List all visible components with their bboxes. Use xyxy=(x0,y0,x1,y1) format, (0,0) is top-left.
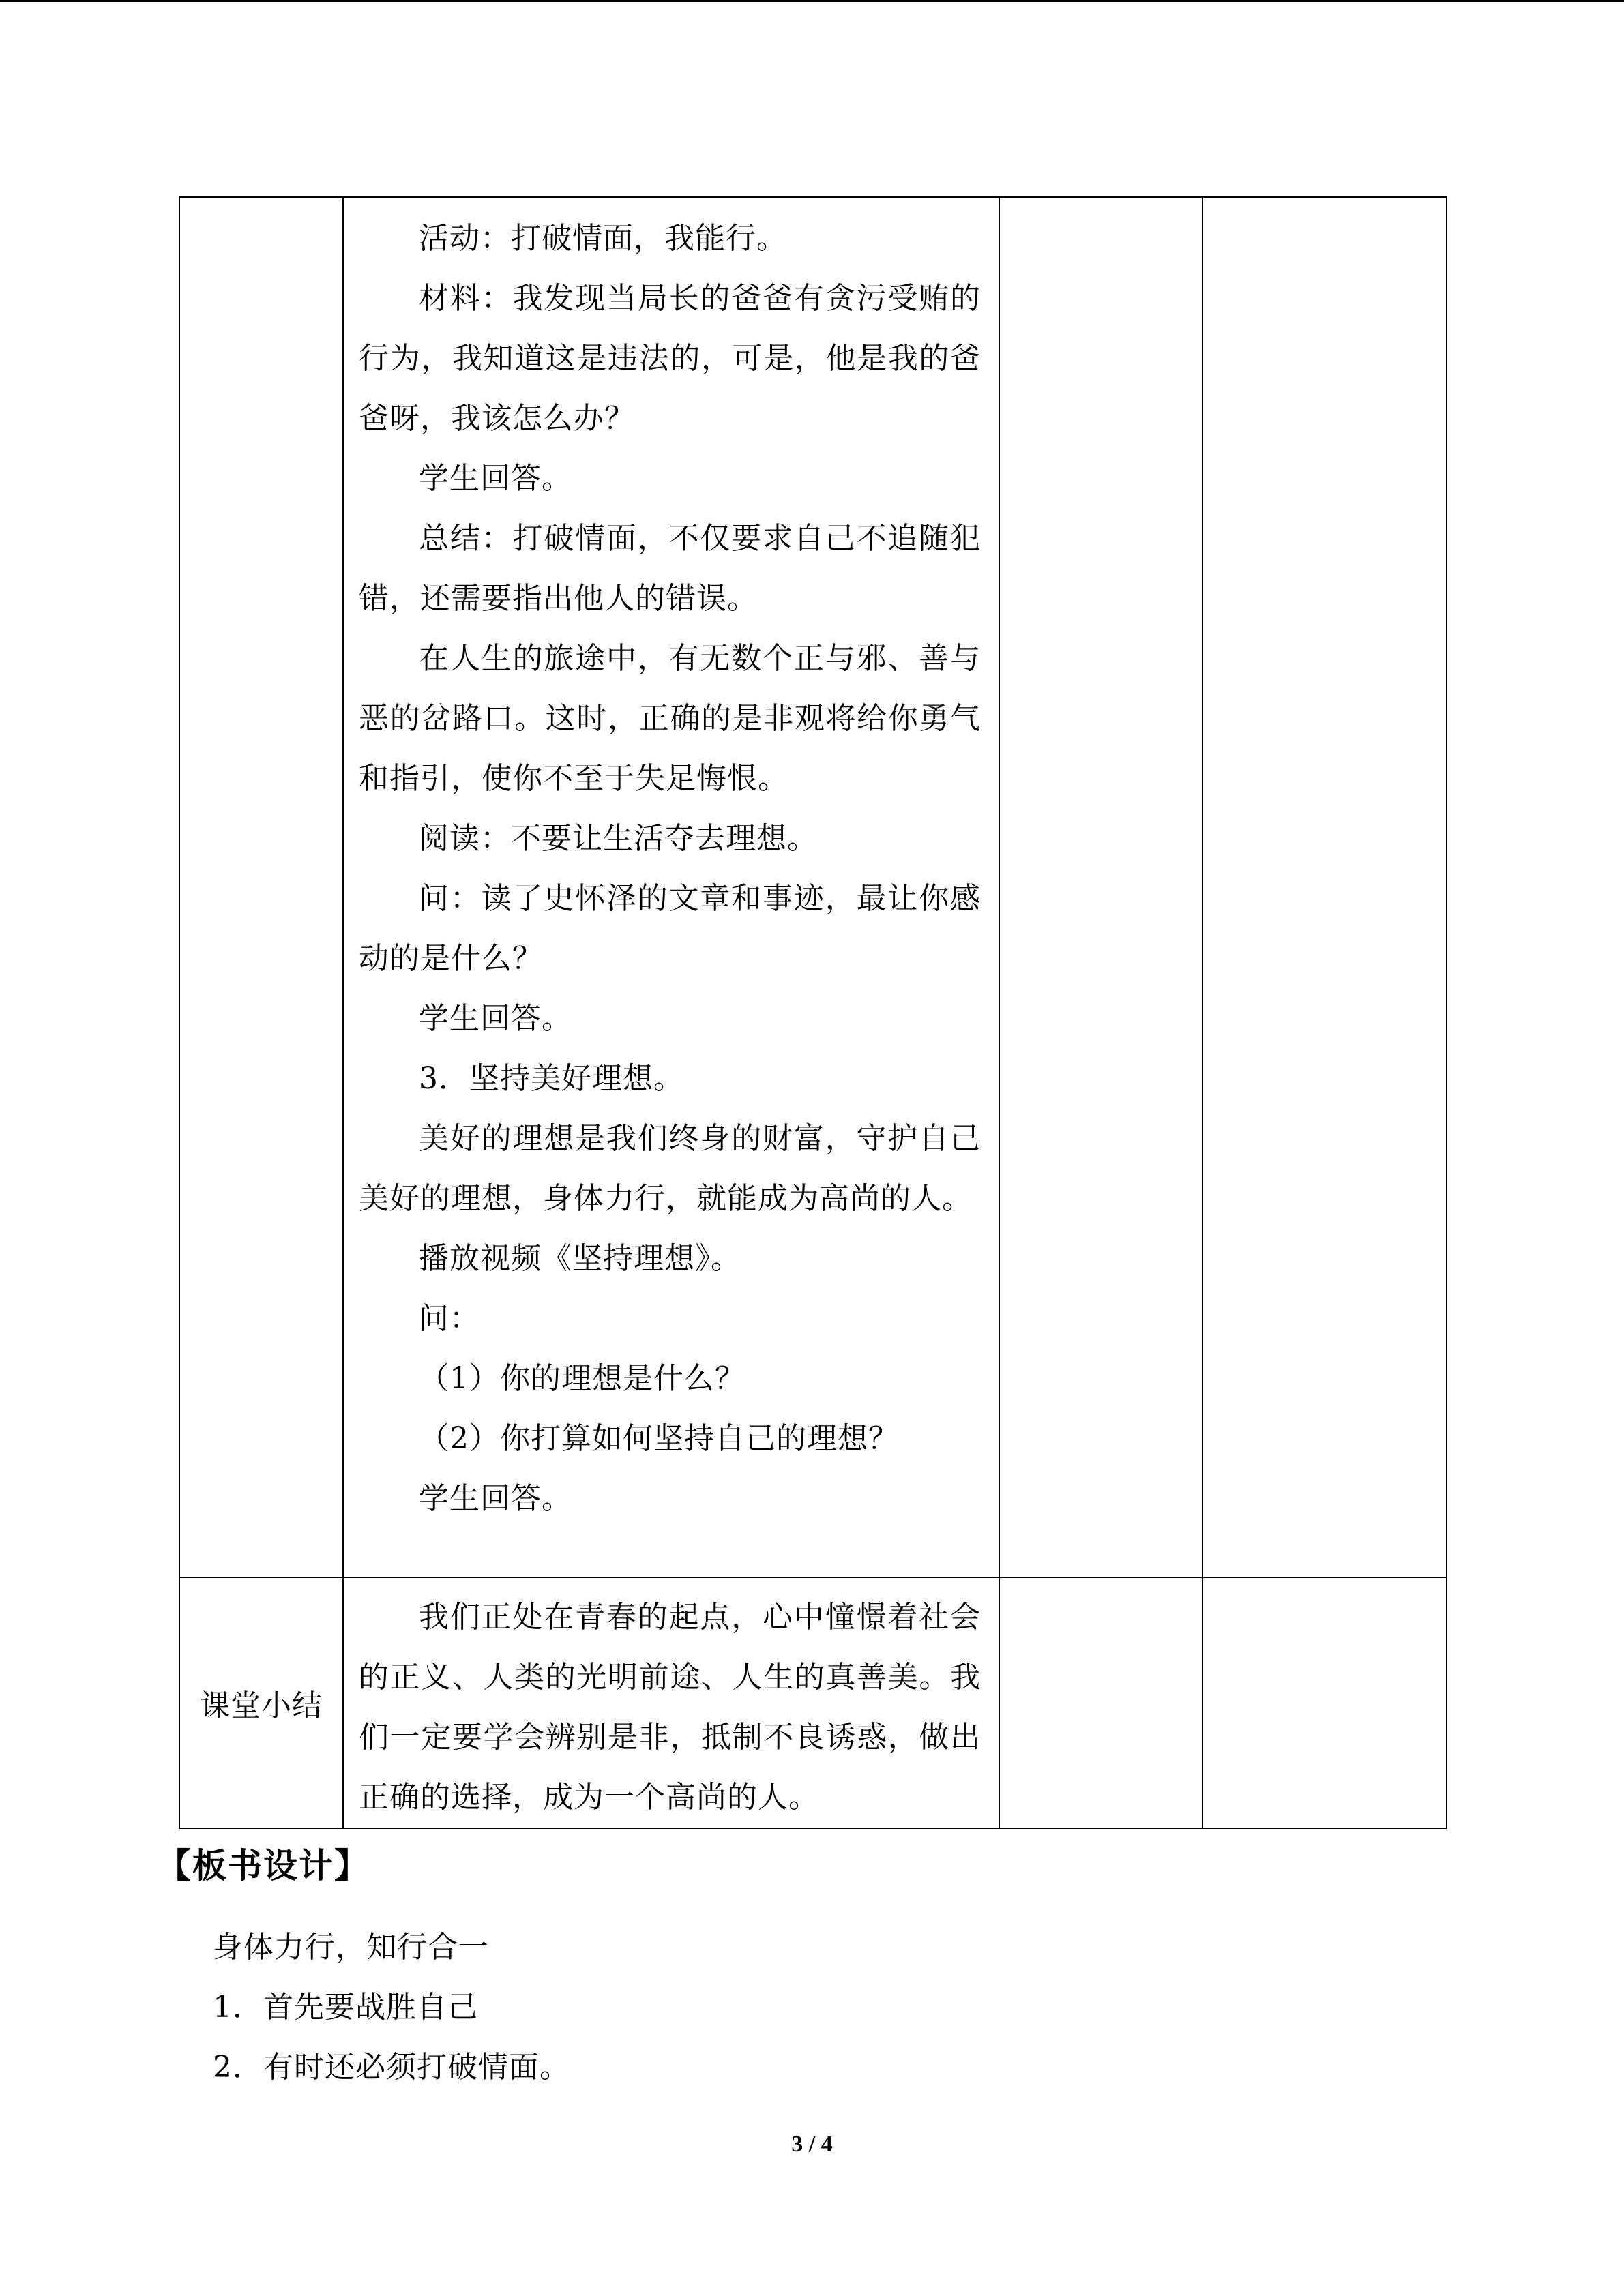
student-activity-cell-empty xyxy=(999,197,1202,1577)
board-line: 1．首先要战胜自己 xyxy=(213,1990,478,2025)
summary-student-cell-empty xyxy=(999,1577,1202,1828)
summary-label: 课堂小结 xyxy=(200,1688,323,1723)
summary-label-cell xyxy=(179,1577,343,1828)
activity-content-cell xyxy=(343,197,999,1577)
lesson-plan-table xyxy=(179,196,1447,1829)
activity-paragraph: 材料：我发现当局长的爸爸有贪污受贿的行为，我知道这是违法的，可是，他是我的爸爸呀，我该怎么办？ xyxy=(359,281,981,436)
page-number: 3 / 4 xyxy=(791,2132,833,2157)
activity-paragraph: 学生回答。 xyxy=(419,1481,572,1516)
activity-paragraph: 活动：打破情面，我能行。 xyxy=(419,221,787,256)
page-top-border xyxy=(0,0,1624,2)
table-row-activity xyxy=(179,197,1447,1577)
board-design-content xyxy=(213,1918,570,2098)
stage-label-cell-empty xyxy=(179,197,343,1577)
board-line: 2．有时还必须打破情面。 xyxy=(213,2050,570,2085)
summary-text: 我们正处在青春的起点，心中憧憬着社会的正义、人类的光明前途、人生的真善美。我们一定要学会辨别是非，抵制不良诱惑，做出正确的选择，成为一个高尚的人。 xyxy=(359,1600,981,1815)
summary-content-cell xyxy=(343,1577,999,1828)
activity-paragraph: 播放视频《坚持理想》。 xyxy=(419,1241,741,1276)
activity-paragraph: 学生回答。 xyxy=(419,461,572,496)
table-row-summary xyxy=(179,1577,1447,1828)
activity-paragraph: 问：读了史怀泽的文章和事迹，最让你感动的是什么？ xyxy=(359,881,981,976)
activity-paragraph: 问： xyxy=(419,1301,480,1336)
activity-paragraph: 阅读：不要让生活夺去理想。 xyxy=(419,821,818,856)
activity-paragraph: （2）你打算如何坚持自己的理想？ xyxy=(419,1421,899,1456)
activity-paragraph: （1）你的理想是什么？ xyxy=(419,1361,745,1396)
activity-paragraph: 学生回答。 xyxy=(419,1001,572,1036)
activity-paragraph: 总结：打破情面，不仅要求自己不追随犯错，还需要指出他人的错误。 xyxy=(359,521,981,616)
activity-paragraph: 美好的理想是我们终身的财富，守护自己美好的理想，身体力行，就能成为高尚的人。 xyxy=(359,1121,981,1216)
summary-intent-cell-empty xyxy=(1202,1577,1447,1828)
design-intent-cell-empty xyxy=(1202,197,1447,1577)
activity-paragraph: 在人生的旅途中，有无数个正与邪、善与恶的岔路口。这时，正确的是非观将给你勇气和指引，使你不至于失足悔恨。 xyxy=(359,641,981,796)
board-line: 身体力行，知行合一 xyxy=(213,1930,489,1965)
activity-paragraph: 3．坚持美好理想。 xyxy=(419,1061,684,1096)
board-design-heading: 【板书设计】 xyxy=(157,1846,370,1885)
